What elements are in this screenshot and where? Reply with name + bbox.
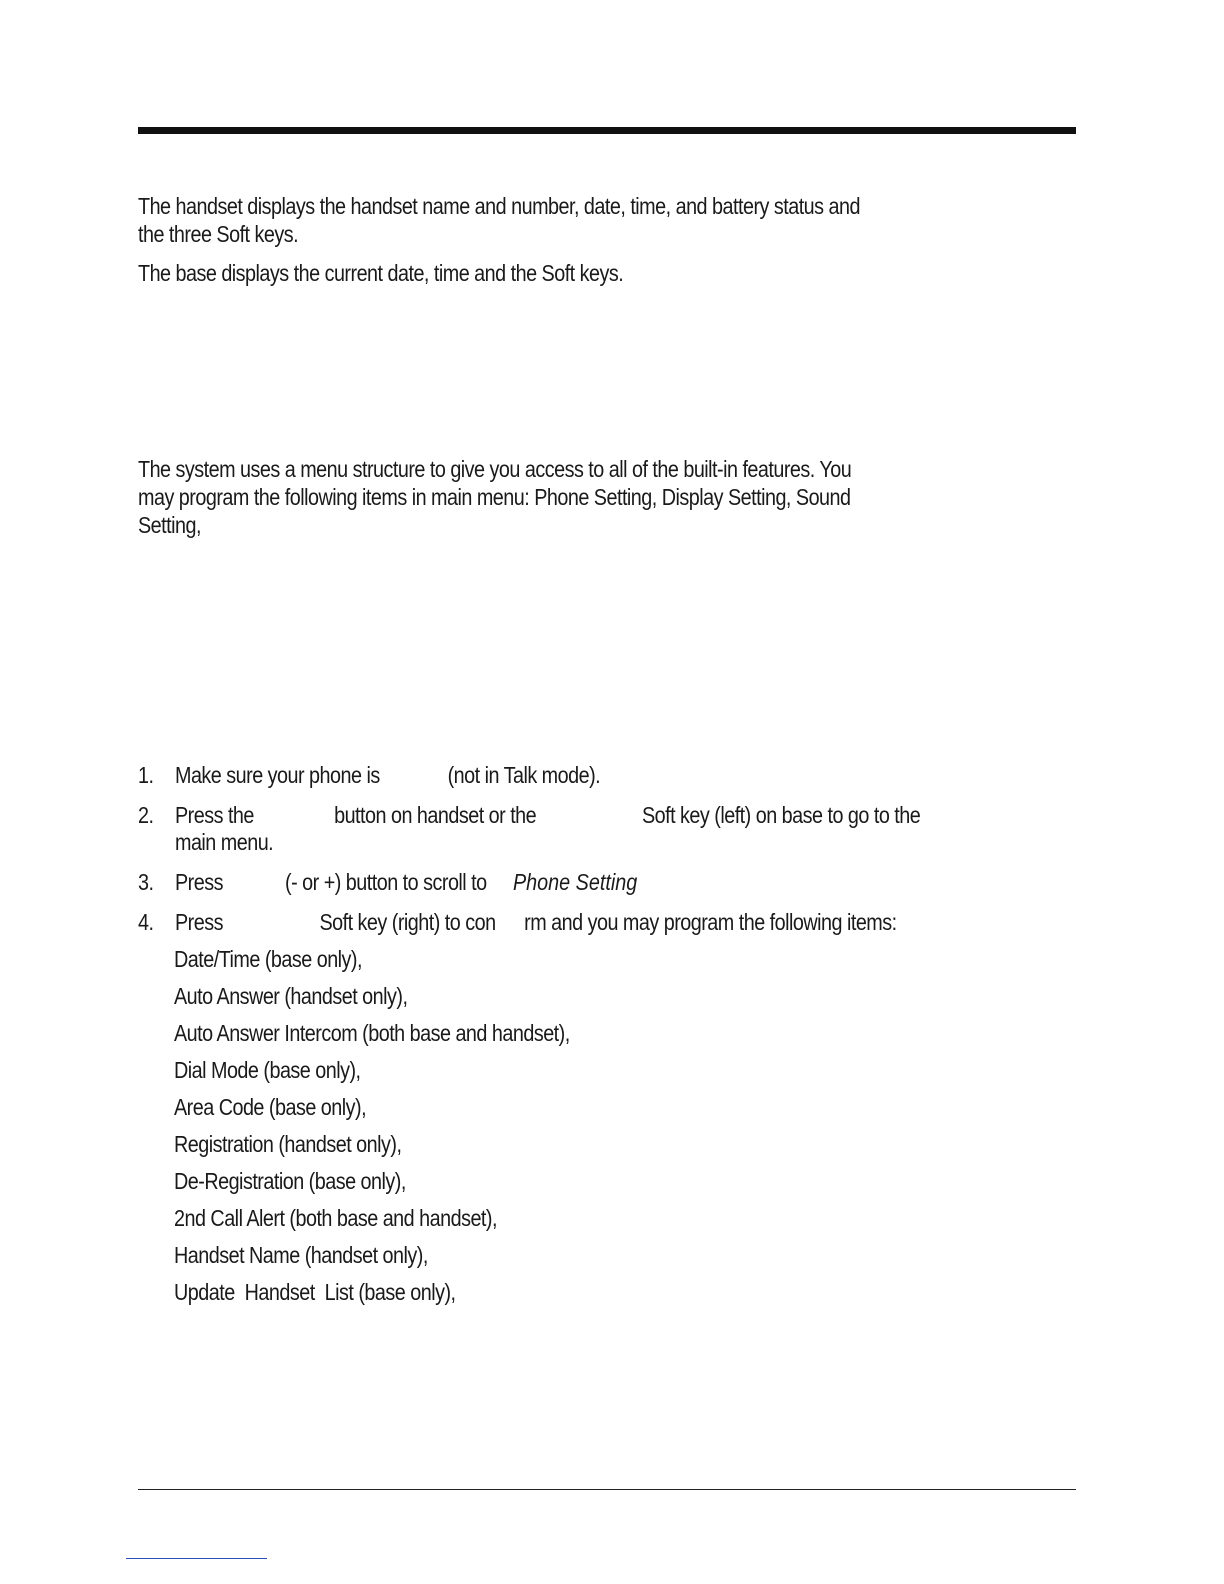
list-item: 2nd Call Alert (both base and handset),	[174, 1205, 497, 1231]
list-item: Registration (handset only),	[174, 1131, 402, 1157]
footer-rule	[138, 1489, 1076, 1490]
step-text: (- or +) button to scroll to	[285, 869, 487, 895]
list-item: Auto Answer Intercom (both base and handset),	[174, 1020, 570, 1046]
list-item: Auto Answer (handset only),	[174, 983, 408, 1009]
step-text: Press	[174, 909, 223, 935]
step-text: (not in Talk mode).	[447, 762, 601, 788]
list-item: Update Handset List (base only),	[174, 1279, 456, 1305]
list-item: Date/Time (base only),	[174, 946, 362, 972]
step-number: 1.	[138, 762, 154, 788]
footer-link-underline[interactable]	[126, 1558, 267, 1559]
handset-display-paragraph: The handset displays the handset name and number, date, time, and battery status and the three Soft keys.	[138, 193, 860, 247]
phone-setting-items-list	[174, 945, 570, 1315]
step-text: Make sure your phone is	[174, 762, 380, 788]
list-item: Area Code (base only),	[174, 1094, 367, 1120]
step-text: Soft key (right) to con	[319, 909, 496, 935]
menu-item-name: Phone Setting	[512, 869, 638, 895]
menu-description-paragraph: The system uses a menu structure to give you access to all of the built-in features. You may program the following items in main menu: Phone Setting, Display Setting, Sound Setting,	[138, 456, 852, 538]
step-text: Press the	[174, 802, 254, 828]
header-rule	[138, 127, 1076, 134]
list-item: Dial Mode (base only),	[174, 1057, 361, 1083]
step-text: main menu.	[174, 829, 274, 855]
list-item: De-Registration (base only),	[174, 1168, 406, 1194]
base-display-paragraph: The base displays the current date, time and the Soft keys.	[138, 260, 624, 286]
step-text: Soft key (left) on base to go to the	[641, 802, 921, 828]
step-number: 2.	[138, 802, 154, 828]
step-number: 4.	[138, 909, 154, 935]
step-text: Press	[174, 869, 223, 895]
step-text: rm and you may program the following items:	[524, 909, 897, 935]
list-item: Handset Name (handset only),	[174, 1242, 428, 1268]
step-number: 3.	[138, 869, 154, 895]
step-text: button on handset or the	[334, 802, 537, 828]
